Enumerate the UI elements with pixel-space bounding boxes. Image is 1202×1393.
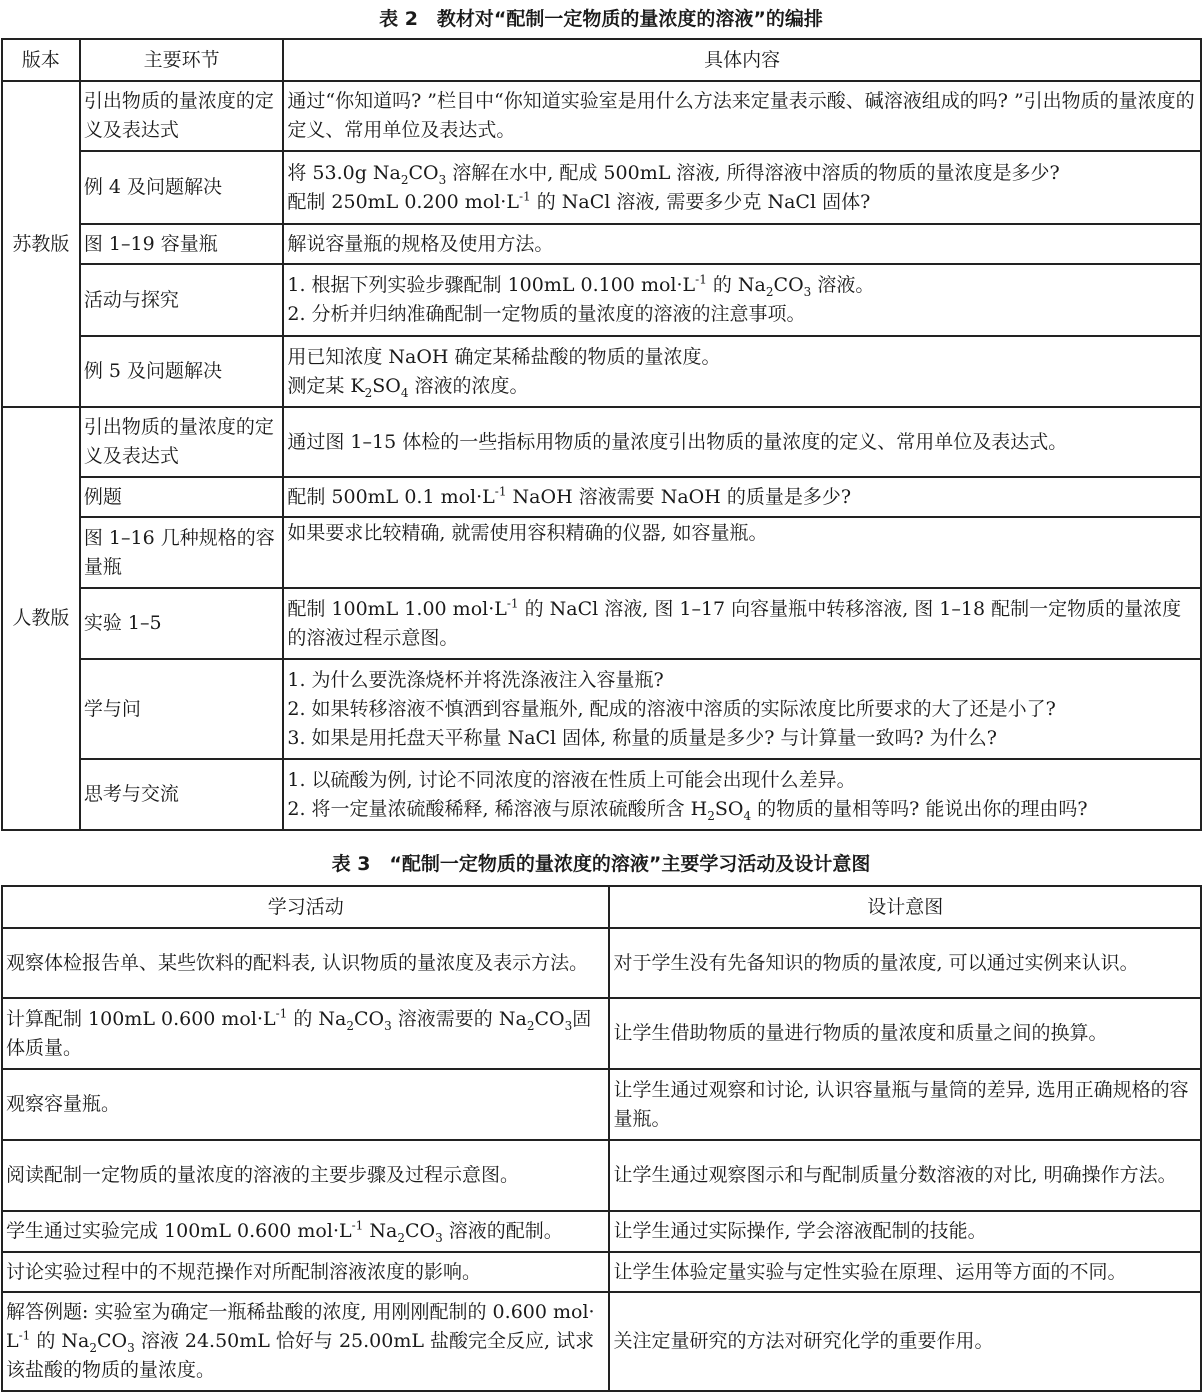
step-cell: 引出物质的量浓度的定义及表达式 xyxy=(80,407,284,477)
intent-cell: 让学生通过观察和讨论, 认识容量瓶与量筒的差异, 选用正确规格的容量瓶。 xyxy=(609,1069,1201,1140)
table2 xyxy=(1,38,1202,831)
step-cell: 学与问 xyxy=(80,659,284,759)
step-cell: 思考与交流 xyxy=(80,759,284,830)
content-line: 配制 250mL 0.200 $mol\cdot L^{-1}$ 的 NaCl 溶液, 需要多少克 NaCl 固体? xyxy=(287,189,871,213)
step-cell: 例 5 及问题解决 xyxy=(80,336,284,407)
step-cell: 活动与探究 xyxy=(80,264,284,336)
content-cell xyxy=(283,336,1201,407)
version-cell-su: 苏教版 xyxy=(2,81,80,407)
table3-header-activity: 学习活动 xyxy=(2,886,609,928)
content-line: 2. 分析并归纳准确配制一定物质的量浓度的溶液的注意事项。 xyxy=(287,303,806,325)
content-cell xyxy=(283,264,1201,336)
content-line: 将 53.0g $Na_2CO_3$ 溶解在水中, 配成 500mL 溶液, 所得溶液中溶质的物质的量浓度是多少? xyxy=(287,161,1060,187)
content-cell: 通过“你知道吗? ”栏目中“你知道实验室是用什么方法来定量表示酸、碱溶液组成的吗? ”引出物质的量浓度的定义、常用单位及表达式。 xyxy=(283,81,1201,151)
intent-cell: 让学生借助物质的量进行物质的量浓度和质量之间的换算。 xyxy=(609,998,1201,1069)
step-cell: 图 1–16 几种规格的容量瓶 xyxy=(80,517,284,588)
step-cell: 例题 xyxy=(80,477,284,517)
activity-cell: 阅读配制一定物质的量浓度的溶液的主要步骤及过程示意图。 xyxy=(2,1140,609,1211)
table2-header-content: 具体内容 xyxy=(283,39,1201,81)
table3-header-intent: 设计意图 xyxy=(609,886,1201,928)
content-cell: 配制 100mL 1.00 $mol\cdot L^{-1}$ 的 NaCl 溶液, 图 1–17 向容量瓶中转移溶液, 图 1–18 配制一定物质的量浓度的溶液过程示意图。 xyxy=(283,588,1201,659)
step-cell: 实验 1–5 xyxy=(80,588,284,659)
content-cell: 解说容量瓶的规格及使用方法。 xyxy=(283,224,1201,264)
activity-cell: 观察体检报告单、某些饮料的配料表, 认识物质的量浓度及表示方法。 xyxy=(2,928,609,998)
table3-caption: 表 3 “配制一定物质的量浓度的溶液”主要学习活动及设计意图 xyxy=(331,853,871,875)
activity-cell: 计算配制 100mL 0.600 $mol\cdot L^{-1}$ 的 $Na_2CO_3$ 溶液需要的 $Na_2CO_3$固体质量。 xyxy=(2,998,609,1069)
content-line: 2. 将一定量浓硫酸稀释, 稀溶液与原浓硫酸所含 $H_2SO_4$ 的物质的量相等吗? 能说出你的理由吗? xyxy=(287,797,1088,823)
table2-header-step: 主要环节 xyxy=(80,39,284,81)
step-cell: 例 4 及问题解决 xyxy=(80,151,284,224)
intent-cell: 让学生通过观察图示和与配制质量分数溶液的对比, 明确操作方法。 xyxy=(609,1140,1201,1211)
content-line: 1. 根据下列实验步骤配制 100mL 0.100 $mol\cdot L^{-1}$ 的 $Na_2CO_3$ 溶液。 xyxy=(287,272,875,299)
step-cell: 图 1–19 容量瓶 xyxy=(80,224,284,264)
content-line: 1. 为什么要洗涤烧杯并将洗涤液注入容量瓶? xyxy=(287,668,664,691)
intent-cell: 对于学生没有先备知识的物质的量浓度, 可以通过实例来认识。 xyxy=(609,928,1201,998)
activity-cell: 学生通过实验完成 100mL 0.600 $mol\cdot L^{-1}$ $Na_2CO_3$ 溶液的配制。 xyxy=(2,1211,609,1252)
activity-cell: 讨论实验过程中的不规范操作对所配制溶液浓度的影响。 xyxy=(2,1252,609,1292)
table2-header-version: 版本 xyxy=(2,39,80,81)
content-cell xyxy=(283,659,1201,759)
content-cell xyxy=(283,759,1201,830)
content-line: 用已知浓度 NaOH 确定某稀盐酸的物质的量浓度。 xyxy=(287,345,721,368)
content-cell: 如果要求比较精确, 就需使用容积精确的仪器, 如容量瓶。 xyxy=(283,517,1201,588)
content-line: 1. 以硫酸为例, 讨论不同浓度的溶液在性质上可能会出现什么差异。 xyxy=(287,768,856,791)
step-cell: 引出物质的量浓度的定义及表达式 xyxy=(80,81,284,151)
version-cell-ren: 人教版 xyxy=(2,407,80,830)
content-line: 测定某 $K_2SO_4$ 溶液的浓度。 xyxy=(287,374,529,400)
content-line: 3. 如果是用托盘天平称量 NaCl 固体, 称量的质量是多少? 与计算量一致吗? 为什么? xyxy=(287,726,997,749)
content-cell: 配制 500mL 0.1 $mol\cdot L^{-1}$ NaOH 溶液需要 NaOH 的质量是多少? xyxy=(283,477,1201,517)
table3 xyxy=(1,885,1202,1392)
intent-cell: 关注定量研究的方法对研究化学的重要作用。 xyxy=(609,1292,1201,1391)
intent-cell: 让学生通过实际操作, 学会溶液配制的技能。 xyxy=(609,1211,1201,1252)
content-cell xyxy=(283,151,1201,224)
table2-caption: 表 2 教材对“配制一定物质的量浓度的溶液”的编排 xyxy=(379,8,823,30)
content-cell: 通过图 1–15 体检的一些指标用物质的量浓度引出物质的量浓度的定义、常用单位及表达式。 xyxy=(283,407,1201,477)
content-line: 2. 如果转移溶液不慎洒到容量瓶外, 配成的溶液中溶质的实际浓度比所要求的大了还是小了? xyxy=(287,697,1056,720)
activity-cell: 解答例题: 实验室为确定一瓶稀盐酸的浓度, 用刚刚配制的 0.600 $mol\cdot L^{-1}$ 的 $Na_2CO_3$ 溶液 24.50mL 恰好与 25.00mL 盐酸完全反应, 试求该盐酸的物质的量浓度。 xyxy=(2,1292,609,1391)
activity-cell: 观察容量瓶。 xyxy=(2,1069,609,1140)
intent-cell: 让学生体验定量实验与定性实验在原理、运用等方面的不同。 xyxy=(609,1252,1201,1292)
